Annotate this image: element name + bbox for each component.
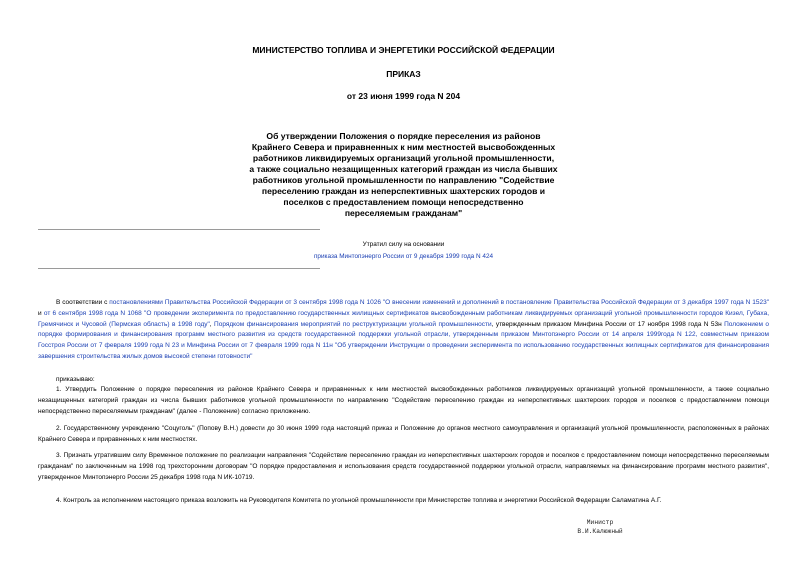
lost-force-note: Утратил силу на основании: [362, 241, 445, 248]
separator-top: [38, 229, 320, 230]
ministry-name: МИНИСТЕРСТВО ТОПЛИВА И ЭНЕРГЕТИКИ РОССИЙСКОЙ ФЕДЕРАЦИИ: [252, 45, 555, 55]
resolution-1026-link[interactable]: постановлениями Правительства Российской Федерации от 3 сентября 1998 года N 1026 "О внесении изменений и дополнений в постановление Правительства Российской Федерации от 3 декабря 1997 года N 1523": [109, 299, 770, 306]
order-item-1: 1. Утвердить Положение о порядке переселения из районов Крайнего Севера и приравненных к ним местностей высвобожденных работников ликвидируемых организаций угольной промышленности, а также социально незащищенных категорий граждан из числа бывших работников угольной промышленности по направлению "Содействие переселению граждан из неперспективных шахтерских городов и поселков с предоставлением помощи непосредственно переселяемым гражданам" (далее - Положение) согласно приложению.: [38, 386, 769, 415]
title-line: а также социально незащищенных категорий граждан из числа бывших: [249, 164, 558, 174]
title-line: переселению граждан из неперспективных шахтерских городов и: [261, 186, 546, 196]
order-item-4: 4. Контроль за исполнением настоящего приказа возложить на Руководителя Комитета по угольной промышленности при Министерстве топлива и энергетики Российской Федерации Саламатина А.Г.: [56, 497, 662, 504]
preamble-text: В соответствии с: [56, 299, 110, 306]
preamble-text: , утвержденным приказом Минфина России от 17 ноября 1998 года N 53н: [491, 320, 725, 328]
resolution-1068-link[interactable]: от 6 сентября 1998 года N 1068 "О проведении эксперимента по предоставлению государственных жилищных сертификатов высвобожденным работникам ликвидируемых организаций угольной промышленности городов Кизел, Губаха, Гремячинск и Чусовой (Пермская область) в 1998 году": [38, 309, 770, 328]
document-date-number: от 23 июня 1999 года N 204: [346, 91, 461, 101]
title-line: Крайнего Севера и приравненных к ним местностей высвобожденных: [251, 142, 556, 152]
preamble-paragraph: [38, 298, 769, 363]
financing-procedure-link[interactable]: Порядком финансирования мероприятий по реструктуризации угольной промышленности: [214, 320, 492, 328]
order-item-2: 2. Государственному учреждению "Соцуголь" (Попову В.Н.) довести до 30 июня 1999 года настоящий приказ и Положение до органов местного самоуправления и организаций угольной промышленности, расположенных в районах Крайнего Севера и приравненных к ним местностях.: [38, 425, 769, 443]
order-item-3: 3. Признать утратившим силу Временное положение по реализации направления "Содействие переселению граждан из неперспективных шахтерских городов и поселков с предоставлением помощи непосредственно переселяемым гражданам" по заключенным на 1998 год трехсторонним договорам "О порядке предоставления и использования средств государственной поддержки угольной отрасли, направляемых на финансирование программ местного развития", утвержденное Минтопэнерго России 25 декабря 1998 года N ИК-10719.: [38, 452, 769, 481]
preamble-text: и: [38, 309, 44, 317]
lost-force-link-wrap: [250, 252, 557, 262]
order-word: приказываю:: [56, 376, 95, 383]
preamble-text: ,: [209, 320, 215, 328]
title-line: Об утверждении Положения о порядке переселения из районов: [266, 131, 541, 141]
document-title: [230, 131, 577, 219]
title-line: поселков с предоставлением помощи непосредственно: [283, 197, 524, 207]
signature-position: Министр: [586, 519, 614, 526]
signature-block: [540, 518, 660, 536]
signature-name: В.И.Калюжный: [577, 528, 623, 535]
separator-bottom: [38, 268, 320, 269]
document-type: ПРИКАЗ: [386, 69, 421, 79]
title-line: работников ликвидируемых организаций угольной промышленности,: [252, 153, 555, 163]
regulation-122-link[interactable]: Положением о порядке формирования и финансирования программ местного развития из средств государственной поддержки угольной отрасли, утвержденным приказом Минтопэнерго России от 14 апреля 1999года N 122, совместным приказом Госстроя России от 7 февраля 1999 года N 23 и Минфина России от 7 февраля 1999 года N 11н "Об утверждении Инструкции о проведении эксперимента по использованию государственных жилищных сертификатов для финансирования завершения строительства жилых домов высокой степени готовности": [38, 320, 769, 360]
lost-force-link[interactable]: приказа Минтопэнерго России от 9 декабря 1999 года N 424: [313, 253, 494, 260]
title-line: работников угольной промышленности по направлению "Содействие: [252, 175, 555, 185]
title-line: переселяемым гражданам": [344, 208, 463, 218]
